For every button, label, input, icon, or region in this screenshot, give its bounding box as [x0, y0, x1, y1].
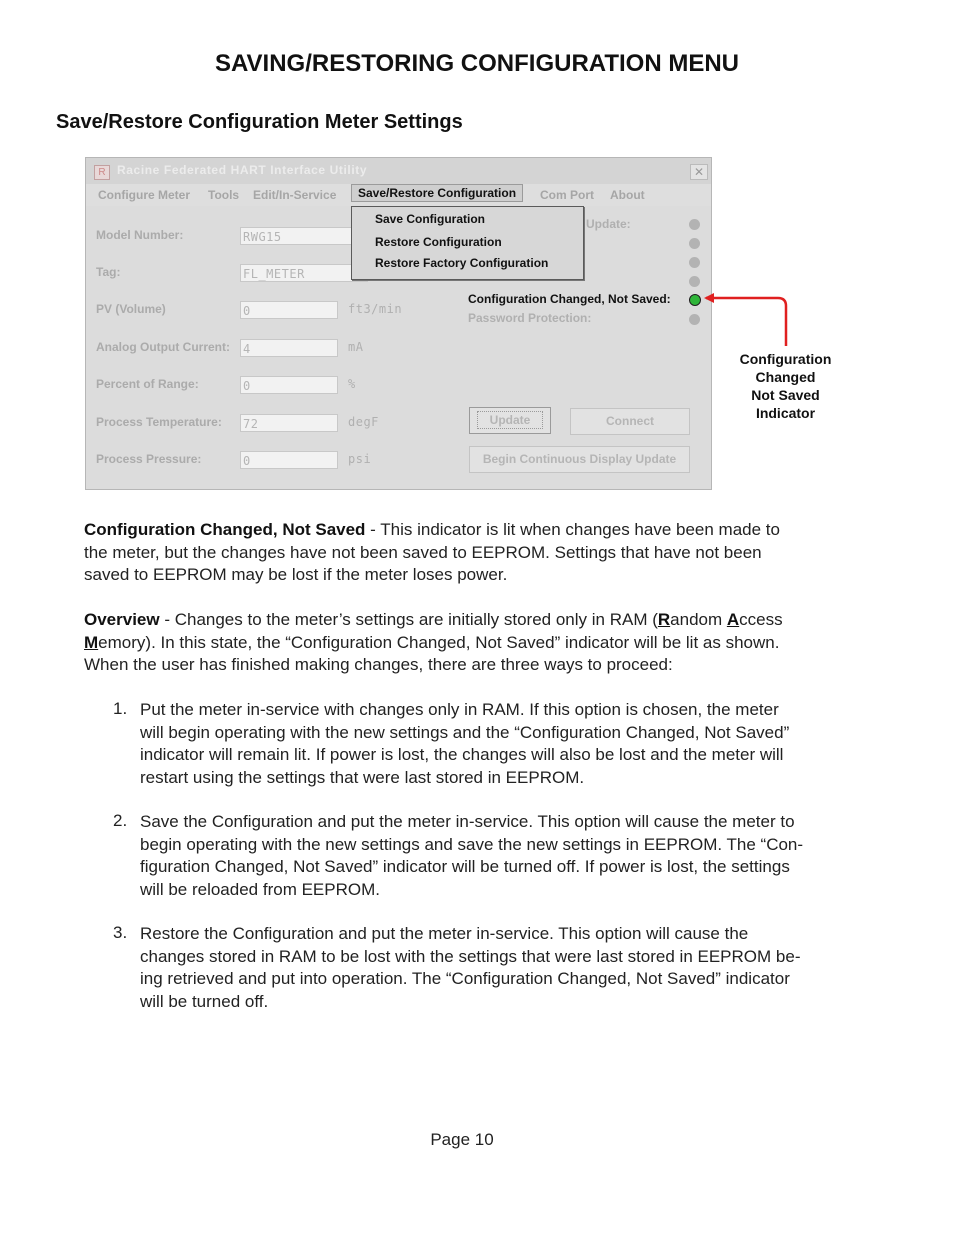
analog-output-current-unit: mA: [348, 340, 364, 354]
list-item: Put the meter in-service with changes only in RAM. If this option is chosen, the meter will begin operating with the new settings and the “Configuration Changed, Not Saved” indicator will remain lit. If power is lost, the changes will also be lost and the meter will restart using the settings that were last stored in EEPROM.: [140, 700, 790, 787]
tag-label: Tag:: [96, 265, 121, 279]
process-pressure-label: Process Pressure:: [96, 452, 202, 466]
restore-configuration-item[interactable]: Restore Configuration: [375, 235, 502, 249]
menu-save-restore-configuration[interactable]: Save/Restore Configuration: [351, 184, 523, 202]
close-icon[interactable]: ✕: [690, 164, 708, 180]
status-indicator-led: [689, 238, 700, 249]
overview-paragraph: Overview - Changes to the meter’s settings are initially stored only in RAM (Random Access Memory). In this state, the “Configuration Changed, Not Saved” indicator will be lit as shown. When the user has finished making changes, there are three ways to proceed:: [84, 610, 783, 674]
menu-com-port[interactable]: Com Port: [540, 188, 594, 202]
process-pressure-unit: psi: [348, 452, 372, 466]
analog-output-current-field: 4: [240, 339, 338, 357]
pv-volume-label: PV (Volume): [96, 302, 166, 316]
app-window-screenshot: [85, 157, 712, 490]
begin-continuous-display-update-button[interactable]: Begin Continuous Display Update: [469, 446, 690, 473]
list-number: 3.: [113, 923, 128, 942]
list-item: Restore the Configuration and put the meter in-service. This option will cause the changes stored in RAM to be lost with the settings that were last stored in EEPROM be- ing retrieved and put into operation. The “Configuration Changed, Not Saved” indicator will be turned off.: [140, 924, 801, 1011]
list-item: Save the Configuration and put the meter in-service. This option will cause the meter to begin operating with the new settings and save the new settings in EEPROM. The “Con- figuration Changed, Not Saved” indicator will be turned off. If power is lost, the settings will be reloaded from EEPROM.: [140, 812, 804, 899]
connect-button[interactable]: Connect: [570, 408, 690, 435]
menu-bar: [86, 184, 711, 206]
restore-factory-configuration-item[interactable]: Restore Factory Configuration: [375, 256, 549, 270]
fixed-current-indicator-led: [689, 276, 700, 287]
process-pressure-field: 0: [240, 451, 338, 469]
model-number-label: Model Number:: [96, 228, 184, 242]
page-number: Page 10: [430, 1130, 494, 1149]
update-button[interactable]: Update: [469, 407, 551, 434]
process-temperature-field: 72: [240, 414, 338, 432]
menu-about[interactable]: About: [610, 188, 645, 202]
percent-of-range-label: Percent of Range:: [96, 377, 199, 391]
app-logo-icon: R: [94, 165, 110, 180]
analog-output-current-label: Analog Output Current:: [96, 340, 230, 354]
page-title: SAVING/RESTORING CONFIGURATION MENU: [214, 50, 739, 77]
model-number-field[interactable]: RWG15: [240, 227, 360, 245]
status-indicator-led: [689, 257, 700, 268]
callout-label: Configuration Changed Not Saved Indicator: [739, 351, 832, 421]
save-configuration-item[interactable]: Save Configuration: [375, 212, 486, 226]
callout-arrow: [690, 288, 800, 350]
percent-of-range-field: 0: [240, 376, 338, 394]
percent-of-range-unit: %: [348, 377, 356, 391]
config-changed-paragraph: Configuration Changed, Not Saved - This indicator is lit when changes have been made to the meter, but the changes have not been saved to EEPROM. Settings that have not been saved to EEPROM may be lost if the meter loses power.: [84, 520, 780, 584]
update-status-label: Update:: [586, 217, 631, 231]
menu-edit-in-service[interactable]: Edit/In-Service: [253, 188, 337, 202]
password-protection-label: Password Protection:: [468, 311, 592, 325]
callout-arrowhead: [704, 293, 714, 303]
menu-tools[interactable]: Tools: [208, 188, 240, 202]
window-title: Racine Federated HART Interface Utility: [117, 163, 368, 177]
process-temperature-label: Process Temperature:: [96, 415, 222, 429]
update-indicator-led: [689, 219, 700, 230]
list-number: 1.: [113, 699, 128, 718]
pv-volume-unit: ft3/min: [348, 302, 403, 316]
process-temperature-unit: degF: [348, 415, 379, 429]
title-bar: [86, 158, 711, 184]
list-number: 2.: [113, 811, 128, 830]
pv-volume-field: 0: [240, 301, 338, 319]
section-title: Save/Restore Configuration Meter Settings: [56, 111, 463, 133]
config-changed-label: Configuration Changed, Not Saved:: [468, 292, 671, 306]
tag-field[interactable]: FL_METER: [240, 264, 368, 282]
callout-arrow-line: [706, 298, 786, 346]
menu-configure-meter[interactable]: Configure Meter: [98, 188, 191, 202]
save-restore-dropdown: [351, 206, 584, 280]
